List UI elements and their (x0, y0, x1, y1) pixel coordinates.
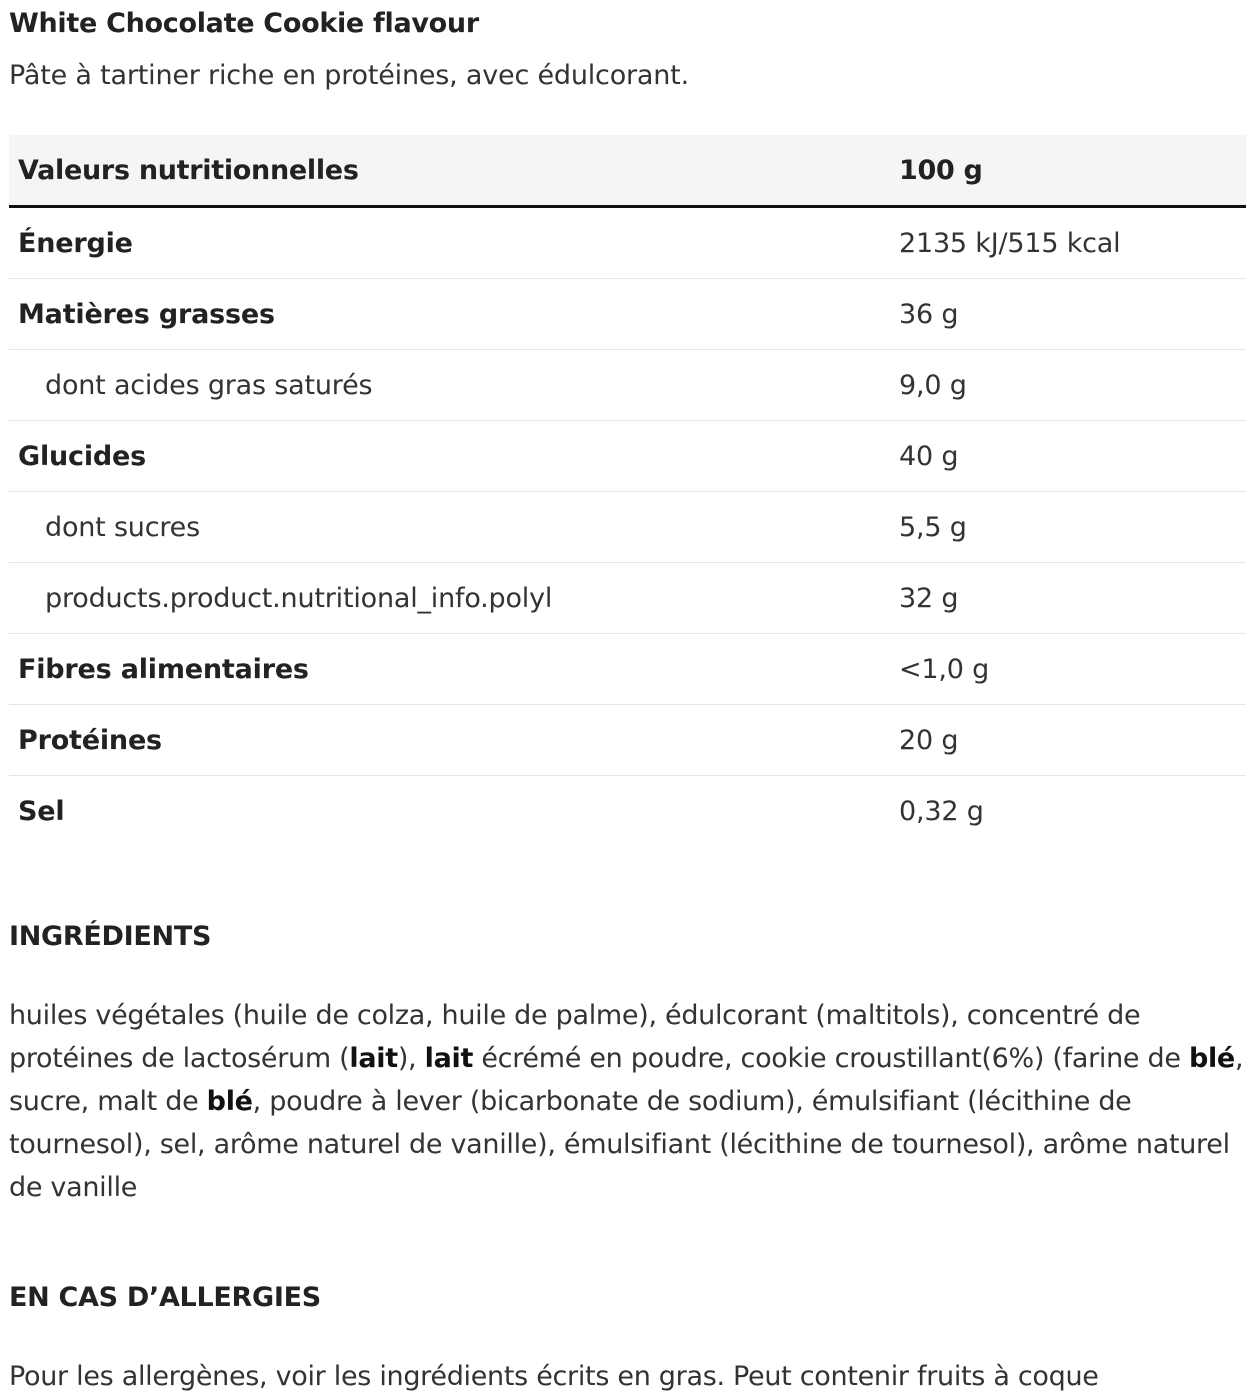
allergen-lait: lait (349, 1043, 398, 1074)
nutrient-name: Fibres alimentaires (9, 634, 890, 705)
table-row (9, 350, 1246, 421)
allergen-lait: lait (424, 1043, 474, 1074)
ingredients-text-segment: huiles végétales (huile de colza, huile de palme), édulcorant (maltitols), concentré de protéines de lactosérum ( (9, 1000, 1141, 1074)
table-row (9, 776, 1246, 847)
table-row (9, 563, 1246, 634)
allergen-ble: blé (206, 1086, 253, 1117)
table-row (9, 634, 1246, 705)
table-row (9, 207, 1246, 279)
nutrient-name: Sel (18, 795, 65, 827)
nutrient-name: Protéines (9, 705, 890, 776)
nutrient-value: 40 g (890, 421, 1246, 492)
nutrient-value: <1,0 g (890, 634, 1246, 705)
product-title: White Chocolate Cookie flavour (9, 8, 479, 39)
nutrient-value: 5,5 g (890, 492, 1246, 563)
nutrient-name: products.product.nutritional_info.polyl (9, 563, 890, 634)
ingredients-text-segment: ), (397, 1043, 425, 1074)
nutrient-value: 20 g (890, 705, 1246, 776)
nutrition-table-header (9, 135, 1246, 207)
product-subtitle: Pâte à tartiner riche en protéines, avec édulcorant. (9, 60, 689, 91)
allergies-text: Pour les allergènes, voir les ingrédients écrits en gras. Peut contenir fruits à coque (9, 1361, 1099, 1392)
header-per-100g: 100 g (890, 135, 1246, 207)
nutrient-name: Glucides (9, 421, 890, 492)
nutrient-value: 9,0 g (890, 350, 1246, 421)
nutrient-value: 32 g (890, 563, 1246, 634)
header-nutrient: Valeurs nutritionnelles (9, 135, 890, 207)
nutrient-name: Énergie (9, 207, 890, 279)
table-row (9, 492, 1246, 563)
nutrient-name: Matières grasses (9, 279, 890, 350)
nutrition-table (9, 135, 1246, 846)
table-row (9, 421, 1246, 492)
nutrient-value: 36 g (890, 279, 1246, 350)
ingredients-text-segment: , poudre à lever (bicarbonate de sodium), émulsifiant (lécithine de tournesol), sel, arôme naturel de vanille), émulsifiant (lécithine de tournesol), arôme naturel de vanille (9, 1086, 1230, 1203)
ingredients-text-segment: , sucre, malt de (9, 1043, 1244, 1117)
nutrient-value: 2135 kJ/515 kcal (890, 207, 1246, 279)
nutrient-value: 0,32 g (899, 795, 984, 827)
nutrient-name: dont sucres (9, 492, 890, 563)
allergies-heading: EN CAS D’ALLERGIES (9, 1282, 321, 1313)
table-row (9, 279, 1246, 350)
ingredients-text (9, 994, 1246, 1209)
table-row (9, 705, 1246, 776)
allergen-ble: blé (1188, 1043, 1235, 1074)
ingredients-heading: INGRÉDIENTS (9, 921, 212, 952)
ingredients-text-segment: écrémé en poudre, cookie croustillant(6%) (farine de (473, 1043, 1189, 1074)
nutrient-name: dont acides gras saturés (9, 350, 890, 421)
